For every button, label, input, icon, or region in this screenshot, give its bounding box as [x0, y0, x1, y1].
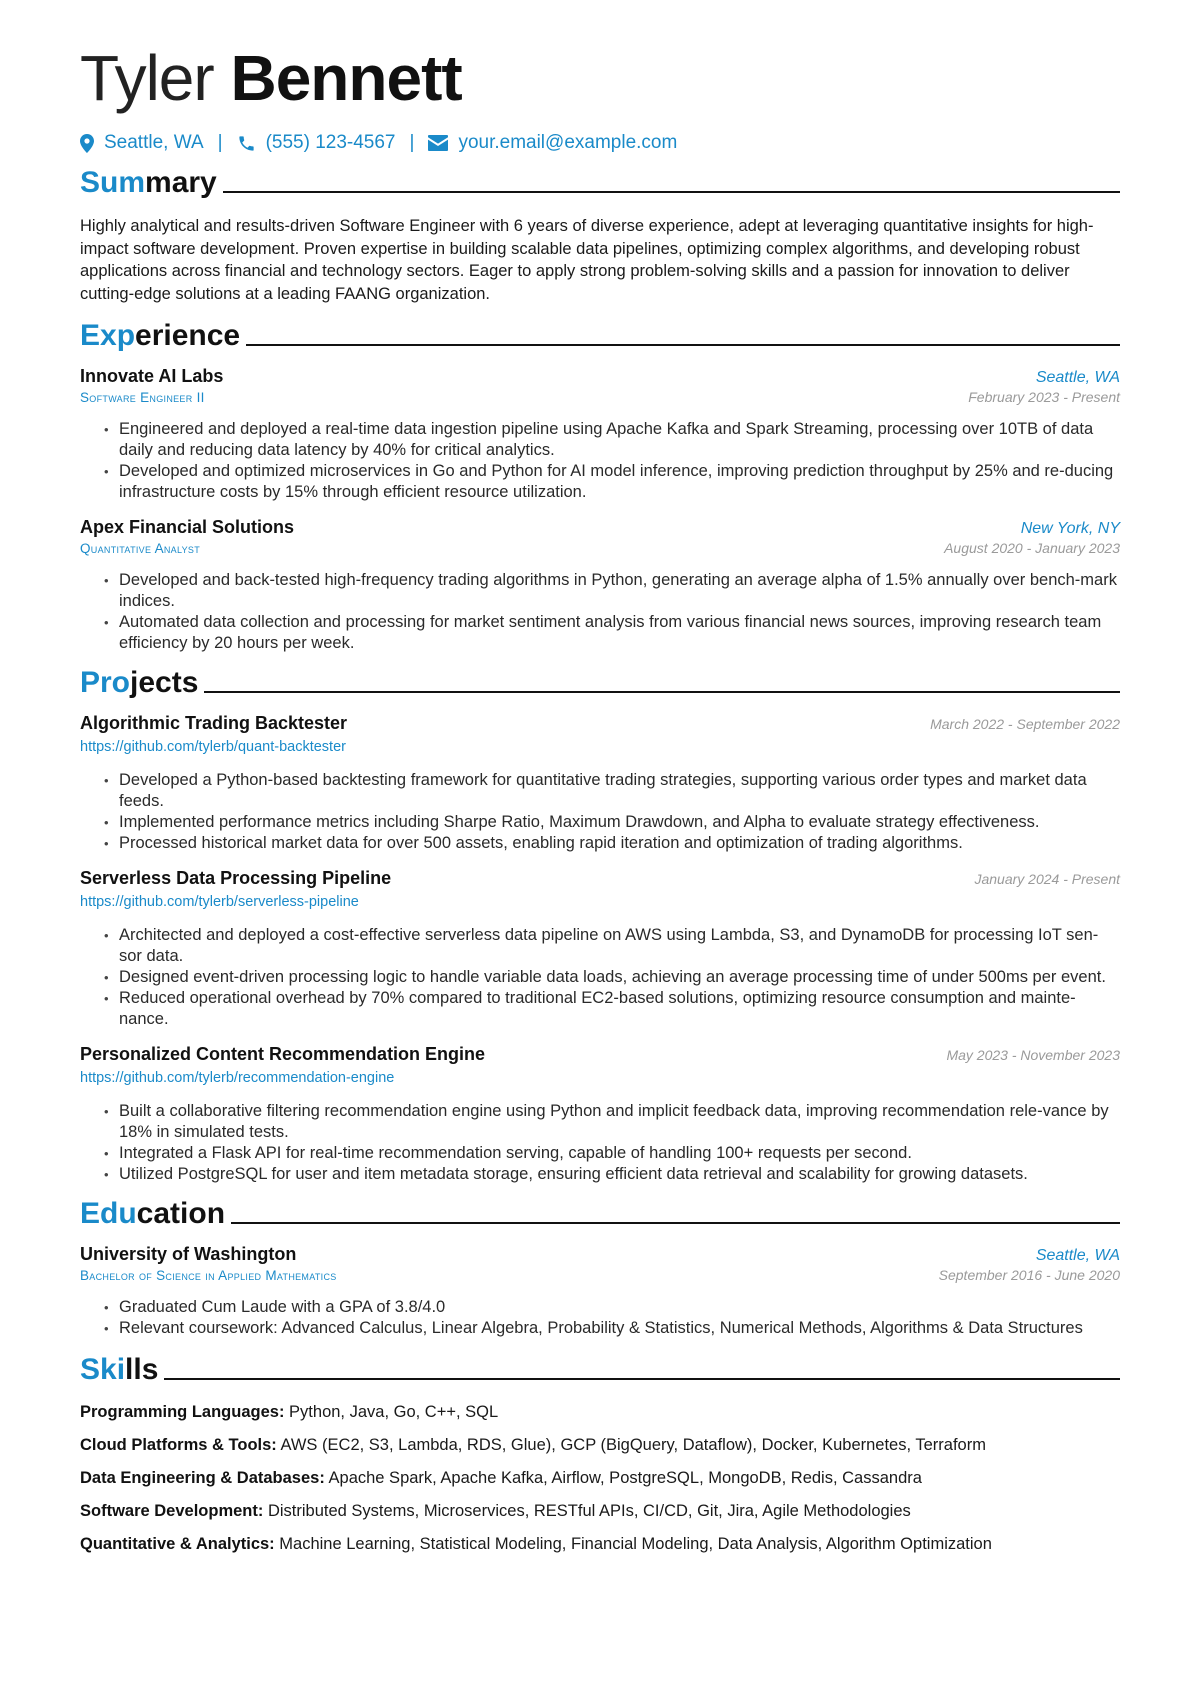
section-rule [231, 1222, 1120, 1224]
school-location: Seattle, WA [1035, 1247, 1120, 1264]
section-summary-header [80, 166, 1120, 199]
job-bullets [80, 570, 1120, 654]
list-item: • Reduced operational overhead by 70% compared to traditional EC2-based solutions, optimizing resource consumption and mainte-nance. [119, 988, 1120, 1030]
job-role: Software Engineer II [80, 390, 205, 405]
list-item: • Integrated a Flask API for real-time recommendation serving, capable of handling 100+ requests per second. [119, 1143, 1120, 1164]
company-name: Innovate AI Labs [80, 366, 224, 386]
map-pin-icon [80, 134, 94, 153]
project-dates: March 2022 - September 2022 [930, 716, 1120, 732]
envelope-icon [428, 135, 448, 151]
contact-separator: | [217, 132, 223, 153]
section-title: Summary [80, 166, 217, 199]
list-item: • Processed historical market data for over 500 assets, enabling rapid iteration and optimization of trading algorithms. [119, 833, 1120, 854]
project-bullets [80, 770, 1120, 854]
list-item: • Developed and back-tested high-frequency trading algorithms in Python, generating an average alpha of 1.5% annually over bench-mark indices. [119, 570, 1120, 612]
section-rule [204, 691, 1120, 693]
list-item: • Relevant coursework: Advanced Calculus, Linear Algebra, Probability & Statistics, Numerical Methods, Algorithms & Data Structures [119, 1318, 1120, 1339]
job-bullets [80, 419, 1120, 503]
experience-entry [80, 366, 1120, 503]
list-item: • Implemented performance metrics including Sharpe Ratio, Maximum Drawdown, and Alpha to evaluate strategy effectiveness. [119, 812, 1120, 833]
skill-label: Quantitative & Analytics: [80, 1535, 275, 1553]
skill-value: Python, Java, Go, C++, SQL [289, 1403, 499, 1421]
project-link[interactable]: https://github.com/tylerb/quant-backtester [80, 739, 346, 755]
degree: Bachelor of Science in Applied Mathematics [80, 1268, 337, 1283]
contact-separator: | [409, 132, 415, 153]
contact-phone [237, 132, 396, 154]
skill-row [80, 1534, 1120, 1555]
project-dates: January 2024 - Present [974, 871, 1120, 887]
skill-value: Apache Spark, Apache Kafka, Airflow, PostgreSQL, MongoDB, Redis, Cassandra [328, 1469, 922, 1487]
list-item: • Automated data collection and processing for market sentiment analysis from various financial news sources, improving research team efficiency by 20 hours per week. [119, 612, 1120, 654]
list-item: • Developed a Python-based backtesting framework for quantitative trading strategies, supporting various order types and market data feeds. [119, 770, 1120, 812]
skill-row [80, 1468, 1120, 1489]
section-experience-header [80, 319, 1120, 352]
candidate-name [80, 42, 1120, 114]
project-link[interactable]: https://github.com/tylerb/recommendation-engine [80, 1070, 395, 1086]
section-education-header [80, 1197, 1120, 1230]
phone-text: (555) 123-4567 [265, 132, 396, 153]
project-entry [80, 1044, 1120, 1185]
project-name: Personalized Content Recommendation Engine [80, 1044, 486, 1064]
section-projects-header [80, 666, 1120, 699]
job-dates: August 2020 - January 2023 [944, 540, 1120, 556]
last-name: Bennett [230, 42, 462, 114]
section-title: Experience [80, 319, 241, 352]
job-dates: February 2023 - Present [968, 389, 1120, 405]
skill-row [80, 1435, 1120, 1456]
project-entry [80, 713, 1120, 854]
skill-row [80, 1501, 1120, 1522]
contact-email [428, 132, 677, 154]
section-skills-header [80, 1353, 1120, 1386]
skill-value: Machine Learning, Statistical Modeling, Financial Modeling, Data Analysis, Algorithm Optimization [279, 1535, 992, 1553]
education-entry [80, 1244, 1120, 1339]
skill-value: Distributed Systems, Microservices, RESTful APIs, CI/CD, Git, Jira, Agile Methodologies [267, 1502, 911, 1520]
project-dates: May 2023 - November 2023 [946, 1047, 1120, 1063]
project-entry [80, 868, 1120, 1030]
project-name: Algorithmic Trading Backtester [80, 713, 348, 733]
experience-entry [80, 517, 1120, 654]
skill-value: AWS (EC2, S3, Lambda, RDS, Glue), GCP (BigQuery, Dataflow), Docker, Kubernetes, Terraform [280, 1436, 986, 1454]
skills-list [80, 1402, 1120, 1555]
job-location: Seattle, WA [1035, 369, 1120, 386]
project-link[interactable]: https://github.com/tylerb/serverless-pipeline [80, 894, 359, 910]
list-item: • Built a collaborative filtering recommendation engine using Python and implicit feedback data, improving recommendation rele-vance by 18% in simulated tests. [119, 1101, 1120, 1143]
email-link[interactable]: your.email@example.com [458, 132, 678, 153]
skill-label: Programming Languages: [80, 1403, 285, 1421]
list-item: • Graduated Cum Laude with a GPA of 3.8/4.0 [119, 1297, 1120, 1318]
contact-bar [80, 132, 1120, 154]
job-role: Quantitative Analyst [80, 541, 201, 556]
education-dates: September 2016 - June 2020 [938, 1267, 1120, 1283]
project-bullets [80, 925, 1120, 1030]
section-rule [164, 1378, 1120, 1380]
phone-icon [237, 134, 256, 153]
section-title: Skills [80, 1353, 159, 1386]
skill-label: Software Development: [80, 1502, 264, 1520]
school-name: University of Washington [80, 1244, 297, 1264]
skill-label: Cloud Platforms & Tools: [80, 1436, 277, 1454]
job-location: New York, NY [1020, 520, 1120, 537]
list-item: • Developed and optimized microservices in Go and Python for AI model inference, improving prediction throughput by 25% and re-ducing infrastructure costs by 15% through efficient resource utilization. [119, 461, 1120, 503]
location-text: Seattle, WA [104, 132, 204, 153]
section-rule [223, 191, 1120, 193]
section-title: Education [80, 1197, 226, 1230]
education-bullets [80, 1297, 1120, 1339]
skill-row [80, 1402, 1120, 1423]
list-item: • Engineered and deployed a real-time data ingestion pipeline using Apache Kafka and Spark Streaming, processing over 10TB of data daily and reducing data latency by 40% for critical analytics. [119, 419, 1120, 461]
summary-text: Highly analytical and results-driven Software Engineer with 6 years of diverse experience, adept at leveraging quantitative insights for high-impact software development. Proven expertise in building scalable data pipelines, optimizing complex algorithms, and developing robust applications across financial and technology sectors. Eager to apply strong problem-solving skills and a passion for innovation to deliver cutting-edge solutions at a leading FAANG organization. [80, 217, 1094, 303]
contact-location [80, 132, 204, 154]
company-name: Apex Financial Solutions [80, 517, 295, 537]
list-item: • Utilized PostgreSQL for user and item metadata storage, ensuring efficient data retrieval and scalability for growing datasets. [119, 1164, 1120, 1185]
section-rule [246, 344, 1120, 346]
list-item: • Designed event-driven processing logic to handle variable data loads, achieving an average processing time of under 500ms per event. [119, 967, 1120, 988]
section-title: Projects [80, 666, 199, 699]
first-name: Tyler [80, 42, 214, 114]
project-bullets [80, 1101, 1120, 1185]
list-item: • Architected and deployed a cost-effective serverless data pipeline on AWS using Lambda, S3, and DynamoDB for processing IoT sen-sor data. [119, 925, 1120, 967]
skill-label: Data Engineering & Databases: [80, 1469, 325, 1487]
project-name: Serverless Data Processing Pipeline [80, 868, 392, 888]
